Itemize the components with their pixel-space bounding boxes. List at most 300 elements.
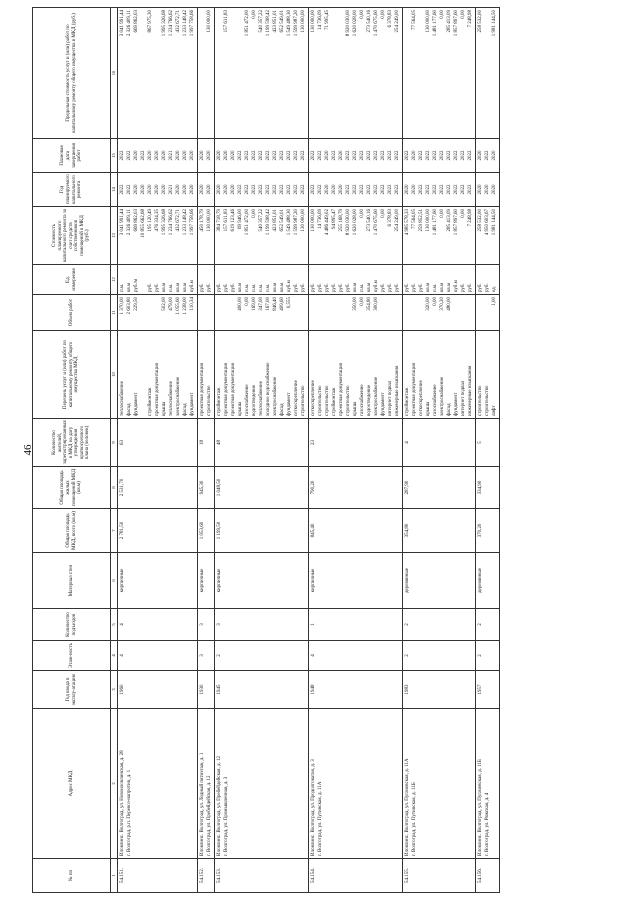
work-unit: кв.м — [176, 282, 181, 292]
units-cell — [476, 265, 500, 295]
end-date: 2022 — [287, 150, 292, 161]
volume-cell — [118, 295, 198, 331]
page-number: 46 — [22, 444, 34, 456]
entrances-cell — [215, 609, 309, 641]
work-cost: 130 000,00 — [301, 209, 306, 232]
work-volume: 169,00 — [252, 297, 257, 311]
work-unit: руб. — [412, 283, 417, 292]
limit-cost: 130 000,00 — [311, 10, 316, 33]
work-unit: руб. — [224, 283, 229, 292]
work-unit: п.м. — [433, 283, 438, 292]
limit-cost: 1 199 598,42 — [266, 10, 271, 37]
work-item: интернет подвал — [461, 380, 466, 416]
area-total: 1 053,60 — [200, 521, 205, 540]
work-item: фасад — [447, 403, 452, 416]
end-date: 2022 — [332, 150, 337, 161]
year-cell — [215, 671, 309, 709]
end-date: 2022 — [238, 150, 243, 161]
work-cost: 0,00 — [360, 209, 365, 218]
work-item: инженерные изыскания — [468, 365, 473, 416]
work-volume: 0,00 — [433, 297, 438, 306]
limit-cost: 157 611,83 — [224, 10, 229, 33]
work-item: проектная документация — [200, 363, 205, 416]
entrances: 1 — [311, 623, 316, 626]
limit-cost: 652 549,01 — [280, 10, 285, 33]
work-cost: 8 920 030,00 — [346, 209, 351, 236]
column-header: Стоимость планируемого капитального ремонта за счет средств собственников помещений в МКД (руб.) — [33, 207, 111, 265]
column-header: № пп — [33, 859, 111, 893]
work-item: интернет подвал — [388, 380, 393, 416]
wall-material: кирпичные — [200, 568, 205, 593]
repair-year: 2020 — [339, 184, 344, 195]
entrances: 3 — [217, 623, 222, 626]
end-date: 2020 — [207, 150, 212, 161]
units-cell — [309, 265, 403, 295]
work-unit: руб. — [301, 283, 306, 292]
residents: 4 — [405, 441, 410, 444]
work-unit: руб. — [311, 283, 316, 292]
row-number: 54.153. — [217, 868, 222, 883]
floors-cell — [309, 641, 403, 671]
work-unit: руб. — [419, 283, 424, 292]
work-cost: 195 120,49 — [148, 209, 153, 232]
column-header: Адрес МКД — [33, 709, 111, 859]
repair-year: 2022 — [353, 184, 358, 195]
column-header: Объем работ — [33, 295, 111, 331]
work-volume — [467, 297, 474, 328]
end-date: 2022 — [346, 150, 351, 161]
work-volume: 300,00 — [374, 297, 379, 311]
limit-cost: 8 920 030,00 — [346, 10, 351, 37]
end-date: 2022 — [367, 150, 372, 161]
work-volume: 347,00 — [259, 297, 264, 311]
area-living: 334,90 — [478, 480, 483, 495]
row-number: 54.155. — [405, 868, 410, 883]
row-number-cell — [309, 859, 403, 893]
year-repair-cell — [198, 173, 215, 207]
works-cell — [403, 331, 476, 419]
work-item: фасад — [183, 403, 188, 416]
column-header: Предельная стоимость услуг и (или) работ по капитальному ремонту общего имущества в МКД (руб.) — [33, 8, 111, 139]
limit-cost: 6 378,83 — [388, 10, 393, 28]
work-volume — [394, 297, 401, 328]
end-date: 2020 — [231, 150, 236, 161]
work-volume: 479,00 — [169, 297, 174, 311]
end-date: 2020 — [492, 150, 497, 161]
volume-cell — [403, 295, 476, 331]
repair-year: 2022 — [381, 184, 386, 195]
work-volume — [206, 297, 213, 328]
work-volume — [380, 297, 387, 328]
work-cost: 254 249,00 — [395, 209, 400, 232]
end-date: 2022 — [485, 150, 490, 161]
work-item: строительство — [301, 385, 306, 416]
limit-cost: 130 000,00 — [301, 10, 306, 33]
work-unit: ед. — [492, 286, 497, 292]
work-item: строительство — [346, 385, 351, 416]
limit-cost-cell — [476, 8, 500, 139]
limit-cost: 130 000,00 — [207, 10, 212, 33]
end-date: 2022 — [388, 150, 393, 161]
work-volume — [484, 297, 491, 328]
work-unit: руб. — [388, 283, 393, 292]
end-date: 2022 — [405, 150, 410, 161]
repair-year: 2022 — [120, 184, 125, 195]
end-date: 2022 — [252, 150, 257, 161]
area-living-cell — [215, 467, 309, 509]
works-cell — [309, 331, 403, 419]
work-cost: 0,00 — [461, 209, 466, 218]
work-item: фундамент — [287, 392, 292, 416]
work-unit: п.м. — [120, 283, 125, 292]
work-volume — [223, 297, 230, 328]
address-line: Иловлинс. Волгоград, ул. Пребейдейская, д. 12 — [217, 755, 222, 856]
year-cell — [309, 671, 403, 709]
work-item: строительство — [207, 385, 212, 416]
limit-cost: 0,00 — [440, 10, 445, 19]
work-cost: 1 549 488,30 — [287, 209, 292, 236]
work-unit: руб. — [332, 283, 337, 292]
work-unit: кв.м — [426, 282, 431, 292]
limit-cost — [154, 10, 161, 136]
work-volume — [147, 297, 154, 328]
works-cell — [118, 331, 198, 419]
column-header: Общая площадь МКД, всего (кв.м) — [33, 509, 111, 553]
capital-repair-plan-sheet — [32, 8, 632, 893]
repair-year: 2020 — [332, 184, 337, 195]
end-date: 2022 — [433, 150, 438, 161]
work-cost: 10 855 662,68 — [141, 209, 146, 238]
limit-cost: 1 470 675,60 — [374, 10, 379, 37]
table-body — [118, 8, 500, 893]
work-cost: 77 564,05 — [412, 209, 417, 229]
work-cost: 432 672,71 — [176, 209, 181, 232]
residents: 23 — [311, 440, 316, 445]
entrances: 2 — [478, 623, 483, 626]
work-cost: 0,00 — [381, 209, 386, 218]
column-numbers-row — [111, 8, 118, 893]
table-row — [403, 8, 476, 893]
work-item: газоснабжение — [360, 384, 365, 416]
limit-cost: 0,00 — [360, 10, 365, 19]
work-volume — [387, 297, 394, 328]
address-line: Иловлинс. Волгоград, ул. Новоиловлинская, д. 28 — [120, 750, 125, 856]
work-unit: кв.м — [280, 282, 285, 292]
year-repair-cell — [118, 173, 198, 207]
residents: 18 — [200, 440, 205, 445]
repair-year: 2022 — [287, 184, 292, 195]
work-item: проектная документация — [339, 363, 344, 416]
work-volume: 370,20 — [440, 297, 445, 311]
row-number-cell — [403, 859, 476, 893]
work-volume — [453, 297, 460, 328]
residents-cell — [118, 419, 198, 467]
end-date: 2022 — [301, 150, 306, 161]
year-repair-cell — [215, 173, 309, 207]
work-unit: руб. — [339, 283, 344, 292]
year-built: 1957 — [478, 684, 483, 695]
residents: 48 — [217, 440, 222, 445]
walls-cell — [309, 553, 403, 609]
end-date: 2022 — [447, 150, 452, 161]
column-number: 8 — [111, 467, 118, 509]
work-unit: п.м. — [252, 283, 257, 292]
table-row — [118, 8, 198, 893]
units-cell — [403, 265, 476, 295]
repair-year: 2022 — [426, 184, 431, 195]
work-volume — [411, 297, 418, 328]
work-volume: 2 603,80 — [127, 297, 132, 315]
limit-cost: 0,00 — [381, 10, 386, 19]
floors: 4 — [311, 654, 316, 657]
walls-cell — [476, 553, 500, 609]
address-line: Иловлинс. Волгоград, ул. Продолговатая, д. 3 — [311, 759, 316, 856]
volume-cell — [198, 295, 215, 331]
work-volume — [293, 297, 300, 328]
address-line: г. Волгоград, ул. Ряжская, д. 4 — [485, 792, 490, 856]
year-built: 1960 — [120, 684, 125, 695]
limit-cost: 254 249,00 — [395, 10, 400, 33]
work-unit: руб. — [478, 283, 483, 292]
work-item: холодное водоснабжение — [266, 362, 271, 416]
date-end-cell — [403, 139, 476, 173]
work-item: теплоснабжение — [169, 381, 174, 416]
repair-year: 2020 — [405, 184, 410, 195]
area-living: 1 048,50 — [217, 478, 222, 497]
end-date: 2020 — [478, 150, 483, 161]
residents-cell — [198, 419, 215, 467]
area-total-cell — [198, 509, 215, 553]
residents: 5 — [478, 441, 483, 444]
work-volume: 320,00 — [426, 297, 431, 311]
year-repair-cell — [476, 173, 500, 207]
year-cell — [198, 671, 215, 709]
work-unit: руб. — [325, 283, 330, 292]
limit-cost — [484, 10, 491, 136]
work-cost: 6 378,83 — [388, 209, 393, 227]
limit-cost: 0,00 — [252, 10, 257, 19]
repair-year: 2020 — [141, 184, 146, 195]
column-header: Общая площадь жилых помещений МКД (кв.м) — [33, 467, 111, 509]
repair-year: 2022 — [360, 184, 365, 195]
work-cost: 1 857 897,60 — [454, 209, 459, 236]
work-unit: руб. — [207, 283, 212, 292]
address-line: г. Волгоград, ул. Путинская, д. 11А — [318, 781, 323, 856]
work-unit — [140, 267, 147, 292]
column-number: 5 — [111, 609, 118, 641]
work-item: строительство — [485, 385, 490, 416]
area-living: 945,30 — [200, 480, 205, 495]
work-volume: 400,00 — [238, 297, 243, 311]
repair-year: 2022 — [440, 184, 445, 195]
end-date: 2020 — [339, 150, 344, 161]
work-cost: 1 981 144,50 — [492, 209, 497, 236]
column-number: 13 — [111, 207, 118, 265]
column-number: 10 — [111, 331, 118, 419]
column-number: 14 — [111, 173, 118, 207]
year-cell — [118, 671, 198, 709]
work-volume: 502,00 — [162, 297, 167, 311]
work-cost: 1 620 028,00 — [353, 209, 358, 236]
work-volume: 1 238,00 — [183, 297, 188, 315]
work-cost: 259 852,51 — [419, 209, 424, 232]
area-living: 790,20 — [311, 480, 316, 495]
work-item: строймонтаж — [405, 387, 410, 416]
limit-cost: 1 481 177,60 — [433, 10, 438, 37]
floors-cell — [198, 641, 215, 671]
work-cost: 1 199 598,42 — [266, 209, 271, 236]
repair-year: 2020 — [200, 184, 205, 195]
volume-cell — [215, 295, 309, 331]
work-cost: 255 168,79 — [339, 209, 344, 232]
work-item — [140, 333, 147, 416]
work-cost: 4 985 578,33 — [405, 209, 410, 236]
area-total: 370,20 — [478, 523, 483, 538]
work-cost: 157 611,83 — [224, 209, 229, 232]
work-item: теплоснабжение — [259, 381, 264, 416]
repair-year: 2020 — [231, 184, 236, 195]
entrances: 4 — [120, 623, 125, 626]
area-total: 354,80 — [405, 523, 410, 538]
repair-year: 2022 — [259, 184, 264, 195]
work-cost: 7 248,98 — [468, 209, 473, 227]
work-item: электроснабжение — [176, 376, 181, 416]
address-cell — [309, 709, 403, 859]
floors: 4 — [120, 654, 125, 657]
address-cell — [215, 709, 309, 859]
residents: 63 — [120, 440, 125, 445]
date-end-cell — [215, 139, 309, 173]
column-number: 15 — [111, 139, 118, 173]
entrances-cell — [403, 609, 476, 641]
end-date: 2022 — [120, 150, 125, 161]
repair-year: 2020 — [183, 184, 188, 195]
end-date: 2022 — [395, 150, 400, 161]
repair-year: 2022 — [461, 184, 466, 195]
limit-cost — [237, 10, 244, 136]
area-total: 845,40 — [311, 523, 316, 538]
row-number: 54.154. — [311, 868, 316, 883]
address-cell — [403, 709, 476, 859]
work-item: строительство — [478, 385, 483, 416]
limit-cost — [404, 10, 411, 136]
work-item: строительство — [325, 385, 330, 416]
work-volume — [460, 297, 467, 328]
cost-cell — [476, 207, 500, 265]
limit-cost — [140, 10, 147, 136]
column-number: 3 — [111, 671, 118, 709]
year-cell — [476, 671, 500, 709]
header-row — [33, 8, 111, 893]
work-item: фундамент — [190, 392, 195, 416]
work-item: строймонтаж — [148, 387, 153, 416]
work-unit: куб.м — [190, 280, 195, 292]
work-cost: 4 950 603,67 — [485, 209, 490, 236]
work-cost: 1 481 177,60 — [433, 209, 438, 236]
work-cost: 669 862,03 — [134, 209, 139, 232]
work-volume — [154, 297, 161, 328]
year-repair-cell — [403, 173, 476, 207]
work-cost: 4 486 449,02 — [325, 209, 330, 236]
end-date: 2022 — [294, 150, 299, 161]
column-header: Этаж-ность — [33, 641, 111, 671]
year-repair-cell — [309, 173, 403, 207]
end-date: 2020 — [217, 150, 222, 161]
repair-year: 2020 — [492, 184, 497, 195]
limit-cost-cell — [215, 8, 309, 139]
end-date: 2022 — [259, 150, 264, 161]
wall-material: кирпичные — [120, 568, 125, 593]
repair-year: 2020 — [224, 184, 229, 195]
limit-cost: 273 540,16 — [367, 10, 372, 33]
limit-cost: 1 995 326,68 — [162, 10, 167, 37]
date-end-cell — [476, 139, 500, 173]
work-volume: 167,00 — [266, 297, 271, 311]
repair-year: 2022 — [367, 184, 372, 195]
limit-cost: 1 233 148,42 — [183, 10, 188, 37]
repair-year: 2022 — [388, 184, 393, 195]
work-item: крыша — [353, 401, 358, 416]
address-cell — [118, 709, 198, 859]
repair-year: 2022 — [433, 184, 438, 195]
work-volume: 350,00 — [353, 297, 358, 311]
row-number-cell — [215, 859, 309, 893]
repair-year: 2020 — [190, 184, 195, 195]
table-row — [215, 8, 309, 893]
work-volume — [331, 297, 338, 328]
address-line: г. Волгоград, ул. Путинская, д. 11Б — [412, 782, 417, 856]
limit-cost: 77 564,05 — [412, 10, 417, 30]
work-volume: 480,00 — [447, 297, 452, 311]
repair-year: 2022 — [245, 184, 250, 195]
units-cell — [215, 265, 309, 295]
limit-cost-cell — [198, 8, 215, 139]
repair-year: 2022 — [301, 184, 306, 195]
repair-year: 2020 — [176, 184, 181, 195]
work-unit: руб. — [318, 283, 323, 292]
limit-cost: 669 862,03 — [134, 10, 139, 33]
limit-cost: 432 672,71 — [176, 10, 181, 33]
work-volume — [140, 297, 147, 328]
floors: 3 — [200, 654, 205, 657]
residents-cell — [403, 419, 476, 467]
work-unit: п.м. — [266, 283, 271, 292]
end-date: 2022 — [360, 150, 365, 161]
work-item: фундамент — [454, 392, 459, 416]
limit-cost: 540 357,22 — [259, 10, 264, 33]
work-item: строительство — [318, 385, 323, 416]
entrances-cell — [198, 609, 215, 641]
work-volume — [418, 297, 425, 328]
cost-cell — [215, 207, 309, 265]
work-item: сеткоскрепление — [311, 380, 316, 416]
work-unit: руб. — [395, 283, 400, 292]
table-row — [309, 8, 403, 893]
end-date: 2022 — [280, 150, 285, 161]
floors: 2 — [217, 654, 222, 657]
work-item: водоотведение — [367, 384, 372, 416]
address-line: Иловлинс. Волгоград, ул. Лодный пятиэтаж, д. 1 — [200, 752, 205, 856]
column-number: 4 — [111, 641, 118, 671]
work-volume: 229,50 — [134, 297, 139, 311]
end-date: 2020 — [200, 150, 205, 161]
end-date: 2022 — [454, 150, 459, 161]
repair-year: 2020 — [134, 184, 139, 195]
work-volume — [216, 297, 223, 328]
work-cost: 423 851,01 — [273, 209, 278, 232]
area-total: 1 199,50 — [217, 521, 222, 540]
works-cell — [198, 331, 215, 419]
